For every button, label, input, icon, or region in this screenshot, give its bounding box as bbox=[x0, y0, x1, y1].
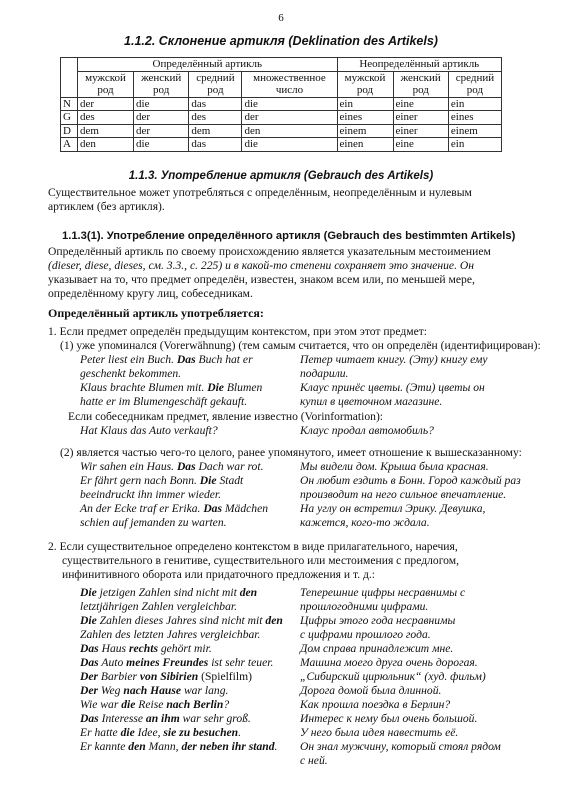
example-de-part: Peter liest ein Buch. bbox=[80, 353, 177, 366]
example-de: schien auf jemanden zu warten. bbox=[80, 516, 227, 529]
example-de bbox=[80, 353, 280, 366]
example-de-part: an ihm bbox=[145, 712, 180, 725]
page-number: 6 bbox=[278, 12, 284, 24]
example-de bbox=[80, 670, 295, 683]
example-de bbox=[80, 474, 280, 487]
example-ru: с цифрами прошлого года. bbox=[300, 628, 431, 641]
example-ru: На углу он встретил Эрику. Девушка, bbox=[300, 502, 486, 515]
table-cell: dem bbox=[189, 124, 242, 138]
example-ru: Дом справа принадлежит мне. bbox=[300, 642, 454, 655]
example-de-part: war sehr groß. bbox=[179, 712, 251, 725]
example-ru: У него была идея навестить её. bbox=[300, 726, 459, 739]
example-de-part: Auto bbox=[98, 656, 127, 669]
point-2-line: инфинитивного оборота или придаточного предложения и т. д.: bbox=[62, 568, 376, 581]
example-de-part: Die bbox=[199, 474, 217, 487]
table-cell: die bbox=[242, 138, 337, 152]
example-de-part: Weg bbox=[98, 684, 124, 697]
example-de-part: meines Freundes bbox=[126, 656, 209, 669]
example-de-part: Buch hat er bbox=[195, 353, 253, 366]
example-de-part: den bbox=[265, 614, 283, 627]
example-de bbox=[80, 586, 295, 599]
table-cell: den bbox=[242, 124, 337, 138]
example-de-part: Mann, bbox=[145, 740, 182, 753]
table-cell: einen bbox=[337, 138, 393, 152]
example-de-part: der neben ihr stand bbox=[181, 740, 275, 753]
table-cell: eines bbox=[337, 111, 393, 125]
example-de-part: Das bbox=[203, 502, 222, 515]
example-de-part: den bbox=[239, 586, 258, 599]
table-cell: des bbox=[189, 111, 242, 125]
table-subheader: женский род bbox=[134, 71, 189, 97]
example-de bbox=[80, 698, 295, 711]
example-de-part: Der bbox=[80, 684, 99, 697]
definition-line: Определённый артикль по своему происхождению является указательным местоимением bbox=[48, 245, 491, 258]
case-label: G bbox=[61, 111, 78, 125]
example-ru: Петер читает книгу. (Эту) книгу ему bbox=[300, 353, 488, 366]
example-de-part: Die bbox=[80, 586, 97, 599]
table-cell: einem bbox=[448, 124, 501, 138]
example-de-part: Haus bbox=[98, 642, 129, 655]
example-ru: Машина моего друга очень дорогая. bbox=[300, 656, 478, 669]
example-de: geschenkt bekommen. bbox=[80, 367, 182, 380]
example-de-part: gehört mir. bbox=[157, 642, 212, 655]
table-cell: des bbox=[78, 111, 134, 125]
example-de-part: Wie war bbox=[80, 698, 122, 711]
example-ru: купил в цветочном магазине. bbox=[300, 395, 443, 408]
example-ru: Дорога домой была длинной. bbox=[300, 684, 442, 697]
table-cell: die bbox=[134, 97, 189, 111]
known-info-line: Если собеседникам предмет, явление известно (Vorinformation): bbox=[68, 410, 384, 423]
example-de-part: sie zu besuchen bbox=[163, 726, 239, 739]
table-cell: eine bbox=[393, 97, 448, 111]
table-subheader: множественное число bbox=[242, 71, 337, 97]
example-de bbox=[80, 740, 295, 753]
example-de-part: rechts bbox=[128, 642, 158, 655]
example-de-part: Reise bbox=[135, 698, 167, 711]
example-de-part: Er fährt gern nach Bonn. bbox=[80, 474, 200, 487]
example-de-part: Blumen bbox=[223, 381, 263, 394]
example-de bbox=[80, 656, 295, 669]
example-de-part: war lang. bbox=[181, 684, 229, 697]
case-label: D bbox=[61, 124, 78, 138]
table-cell: einer bbox=[393, 111, 448, 125]
example-de-part: (Spielfilm) bbox=[198, 670, 252, 683]
example-ru: Как прошла поездка в Берлин? bbox=[300, 698, 451, 711]
example-de-part: Stadt bbox=[216, 474, 244, 487]
example-ru: Теперешние цифры несравнимы с bbox=[300, 586, 466, 599]
definition-line: определённому кругу лиц, собеседникам. bbox=[48, 287, 253, 300]
case-label: A bbox=[61, 138, 78, 152]
section-heading-1-1-3-1: 1.1.3(1). Употребление определённого артикля (Gebrauch des bestimmten Artikels) bbox=[62, 230, 516, 242]
point-2-line: 2. Если существительное определено контекстом в виде прилагательного, наречия, bbox=[48, 540, 458, 553]
example-de-part: Das bbox=[176, 353, 196, 366]
table-header-indefinite: Неопределённый артикль bbox=[337, 58, 501, 72]
example-de-part: den bbox=[128, 740, 146, 753]
table-subheader: средний род bbox=[448, 71, 501, 97]
example-de-part: Das bbox=[80, 712, 99, 725]
example-ru: подарили. bbox=[300, 367, 349, 380]
example-ru: прошлогодними цифрами. bbox=[300, 600, 429, 613]
example-de-part: Er kannte bbox=[80, 740, 129, 753]
table-cell: einem bbox=[337, 124, 393, 138]
table-cell: ein bbox=[448, 97, 501, 111]
example-de-part: nach Berlin bbox=[166, 698, 224, 711]
table-row bbox=[61, 97, 502, 111]
table-cell: der bbox=[134, 124, 189, 138]
table-group-header-row bbox=[61, 58, 502, 72]
example-ru: с ней. bbox=[300, 754, 328, 767]
table-row bbox=[61, 111, 502, 125]
table-cell: der bbox=[78, 97, 134, 111]
intro-line: Существительное может употребляться с определённым, неопределённым и нулевым bbox=[48, 186, 472, 199]
table-cell: das bbox=[189, 97, 242, 111]
example-de-part: Wir sahen ein Haus. bbox=[80, 460, 177, 473]
table-cell: den bbox=[78, 138, 134, 152]
example-de-part: die bbox=[120, 726, 135, 739]
example-de-part: Das bbox=[176, 460, 196, 473]
example-de: beeindruckt ihn immer wieder. bbox=[80, 488, 222, 501]
subpoint-2: (2) является частью чего-то целого, ранее упомянутого, имеет отношение к вышесказанному: bbox=[60, 446, 522, 459]
example-ru: Он знал мужчину, который стоял рядом bbox=[300, 740, 501, 753]
example-ru: Он любит ездить в Бонн. Город каждый раз bbox=[300, 474, 521, 487]
example-de-part: Die bbox=[80, 614, 97, 627]
example-ru: Мы видели дом. Крыша была красная. bbox=[300, 460, 489, 473]
table-subheader: средний род bbox=[189, 71, 242, 97]
example-de-part: Er hatte bbox=[80, 726, 121, 739]
table-cell: die bbox=[134, 138, 189, 152]
example-ru: Интерес к нему был очень большой. bbox=[300, 712, 478, 725]
example-ru: Клаус продал автомобиль? bbox=[300, 424, 434, 437]
example-de-part: Die bbox=[207, 381, 224, 394]
table-cell: dem bbox=[78, 124, 134, 138]
example-de-part: Das bbox=[80, 656, 99, 669]
example-de-part: die bbox=[121, 698, 136, 711]
example-de-part: Der bbox=[80, 670, 99, 683]
example-de bbox=[80, 726, 295, 739]
example-de bbox=[80, 502, 280, 515]
example-de-part: ? bbox=[223, 698, 230, 711]
example-de: Hat Klaus das Auto verkauft? bbox=[80, 424, 218, 437]
example-de-part: An der Ecke traf er Erika. bbox=[80, 502, 204, 515]
example-de-part: nach Hause bbox=[123, 684, 182, 697]
table-cell: die bbox=[242, 97, 337, 111]
section-heading-1-1-2: 1.1.2. Склонение артикля (Deklination des Artikels) bbox=[124, 34, 438, 48]
example-de bbox=[80, 600, 295, 613]
example-de-part: . bbox=[274, 740, 278, 753]
example-ru: кажется, кого-то ждала. bbox=[300, 516, 430, 529]
table-cell: einer bbox=[393, 124, 448, 138]
example-de-part: Zahlen des letzten Jahres vergleichbar. bbox=[80, 628, 261, 641]
table-cell: das bbox=[189, 138, 242, 152]
example-de-part: Klaus brachte Blumen mit. bbox=[80, 381, 208, 394]
example-ru: Клаус принёс цветы. (Эти) цветы он bbox=[300, 381, 485, 394]
table-cell: eines bbox=[448, 111, 501, 125]
table-cell: ein bbox=[448, 138, 501, 152]
example-de-part: Interesse bbox=[98, 712, 146, 725]
table-cell: der bbox=[242, 111, 337, 125]
table-cell: ein bbox=[337, 97, 393, 111]
intro-line: артиклем (без артикля). bbox=[48, 200, 165, 213]
point-1: 1. Если предмет определён предыдущим контекстом, при этом этот предмет: bbox=[48, 325, 428, 338]
example-ru: Цифры этого года несравнимы bbox=[300, 614, 456, 627]
definition-line: (dieser, diese, dieses, см. 3.3., с. 225) и в какой-то степени сохраняет это значение. Он bbox=[48, 259, 474, 272]
example-ru: „Сибирский цирюльник“ (худ. фильм) bbox=[300, 670, 486, 683]
example-de bbox=[80, 642, 295, 655]
example-de bbox=[80, 614, 295, 627]
example-de-part: Mädchen bbox=[222, 502, 269, 515]
example-de bbox=[80, 628, 295, 641]
example-de-part: Dach war rot. bbox=[195, 460, 264, 473]
table-row bbox=[61, 124, 502, 138]
table-subheader: женский род bbox=[393, 71, 448, 97]
example-de: hatte er im Blumengeschäft gekauft. bbox=[80, 395, 248, 408]
table-cell: eine bbox=[393, 138, 448, 152]
case-label: N bbox=[61, 97, 78, 111]
table-subheader: мужской род bbox=[78, 71, 134, 97]
example-de bbox=[80, 460, 280, 473]
point-2-line: существительного в генитиве, существительного или местоимения с предлогом, bbox=[62, 554, 459, 567]
table-header-definite: Определённый артикль bbox=[78, 58, 338, 72]
table-cell: der bbox=[134, 111, 189, 125]
example-de-part: letztjährigen Zahlen vergleichbar. bbox=[80, 600, 238, 613]
example-ru: производит на него сильное впечатление. bbox=[300, 488, 507, 501]
table-subheader: мужской род bbox=[337, 71, 393, 97]
example-de-part: Barbier bbox=[98, 670, 140, 683]
example-de bbox=[80, 712, 295, 725]
table-row bbox=[61, 138, 502, 152]
example-de bbox=[80, 684, 295, 697]
example-de-part: Idee, bbox=[134, 726, 164, 739]
example-de-part: jetzigen Zahlen sind nicht mit bbox=[96, 586, 240, 599]
usage-heading: Определённый артикль употребляется: bbox=[48, 306, 264, 320]
table-sub-header-row bbox=[61, 71, 502, 97]
table-corner-cell bbox=[61, 58, 78, 98]
declension-table bbox=[60, 57, 502, 152]
example-de-part: Zahlen dieses Jahres sind nicht mit bbox=[96, 614, 266, 627]
example-de-part: von Sibirien bbox=[139, 670, 199, 683]
example-de-part: . bbox=[238, 726, 242, 739]
section-heading-1-1-3: 1.1.3. Употребление артикля (Gebrauch des Artikels) bbox=[128, 170, 434, 182]
example-de-part: ist sehr teuer. bbox=[208, 656, 274, 669]
definition-line: указывает на то, что предмет определён, известен, знаком всем или, по меньшей мере, bbox=[48, 273, 475, 286]
example-de bbox=[80, 381, 280, 394]
example-de-part: Das bbox=[80, 642, 99, 655]
subpoint-1: (1) уже упоминался (Vorerwähnung) (тем самым считается, что он определён (идентифицирован): bbox=[60, 339, 541, 352]
table-body bbox=[61, 97, 502, 151]
